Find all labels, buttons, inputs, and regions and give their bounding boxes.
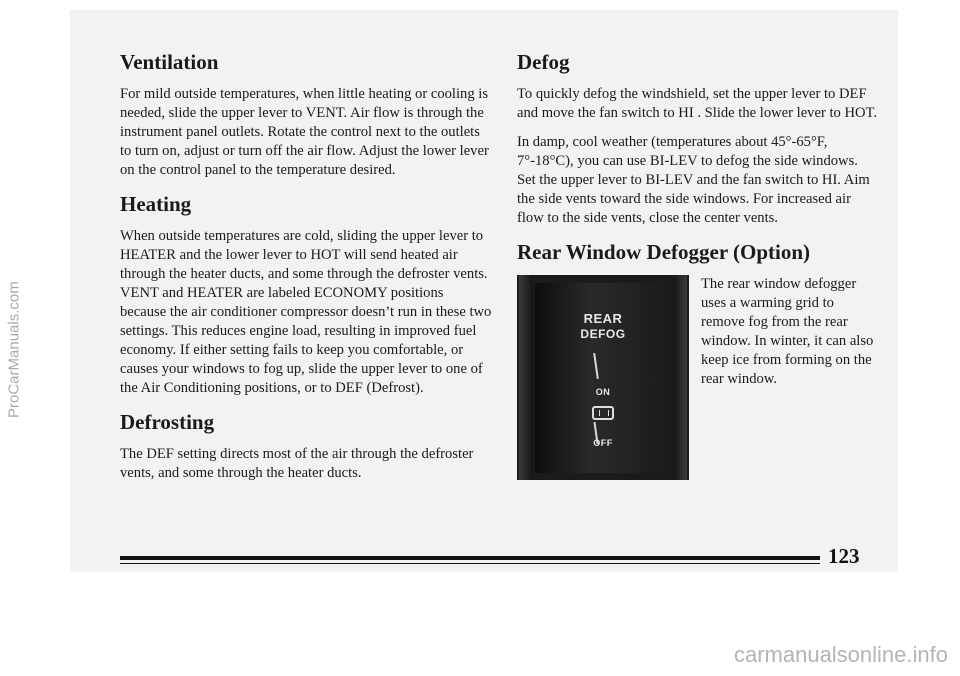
defrosting-body: The DEF setting directs most of the air through the defroster vents, and some through the heater ducts. [120, 446, 474, 481]
ventilation-section [120, 50, 492, 180]
photo-edge-right [673, 275, 687, 480]
page-number: 123 [828, 544, 860, 568]
defog-para-1: To quickly defog the windshield, set the upper lever to DEF and move the fan switch to HI . Slide the lower lever to HOT. [517, 86, 878, 121]
defog-para-2: In damp, cool weather (temperatures about 45°-65°F, 7°-18°C), you can use BI-LEV to defog the side windows. Set the upper lever to BI-LEV and the fan switch to HI. Aim the side vents toward the side windows. For increased air flow to the side vents, close the center vents. [517, 134, 870, 226]
left-column [120, 50, 492, 495]
footer-rule-thick [120, 556, 820, 560]
heating-heading: Heating [120, 192, 192, 216]
rear-defrost-grid-icon [592, 406, 614, 420]
rear-defogger-body: The rear window defogger uses a warming grid to remove fog from the rear window. In winter, it can also keep ice from forming on the rear window. [701, 276, 874, 387]
footer-rule-thin [120, 563, 820, 564]
watermark-vertical: ProCarManuals.com [5, 281, 23, 419]
rear-defogger-content [517, 275, 879, 480]
switch-label-rear: REAR [583, 311, 623, 326]
switch-label-on: ON [595, 387, 611, 397]
defog-heading: Defog [517, 50, 570, 74]
photo-edge-left [519, 275, 533, 480]
rear-defogger-text [701, 275, 879, 480]
heating-body: When outside temperatures are cold, sliding the upper lever to HEATER and the lower lever to HOT will send heated air through the heater ducts, and some through the defroster vents. VENT and HEATER are labeled ECONOMY positions because the air conditioner compressor doesn’t run in these two settings. This reduces engine load, resulting in improved fuel economy. If either setting fails to keep you comfortable, or causes your windows to fog up, slide the upper lever to one of the Air Conditioning positions, or to DEF (Defrost). [120, 228, 492, 396]
defog-section [517, 50, 879, 228]
watermark-bottom: carmanualsonline.info [733, 642, 948, 667]
rear-defogger-section [517, 240, 879, 480]
ventilation-heading: Ventilation [120, 50, 219, 74]
defrosting-heading: Defrosting [120, 410, 215, 434]
right-column [517, 50, 879, 492]
switch-label-defog: DEFOG [580, 327, 626, 341]
rear-defog-switch-photo [517, 275, 689, 480]
defrosting-section [120, 410, 492, 483]
ventilation-body: For mild outside temperatures, when little heating or cooling is needed, slide the upper lever to VENT. Air flow is through the instrument panel outlets. Rotate the control next to the outlets to turn on, adjust or turn off the air flow. Adjust the lower lever on the control panel to the temperature desired. [120, 86, 489, 178]
rear-defogger-heading: Rear Window Defogger (Option) [517, 240, 811, 264]
heating-section [120, 192, 492, 398]
switch-label-off: OFF [593, 438, 613, 448]
